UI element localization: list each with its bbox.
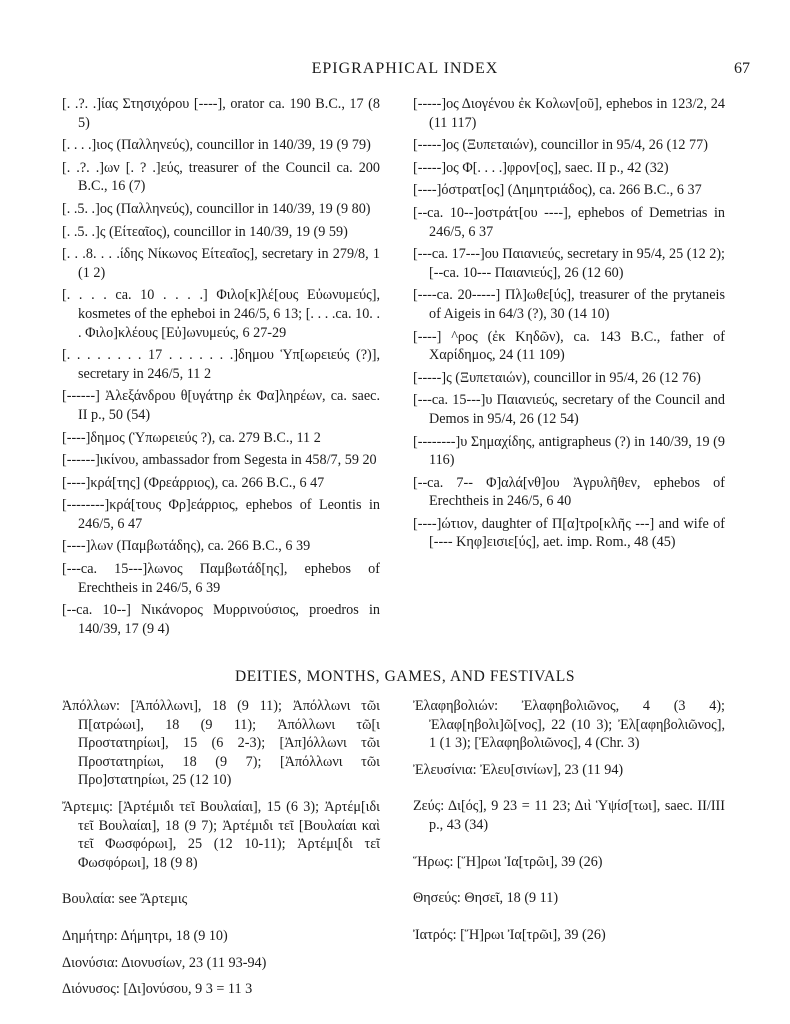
index-entry: [. .?. .]ίας Στησιχόρου [----], orator ca. 190 B.C., 17 (8 5) bbox=[62, 96, 380, 131]
deities-column-right bbox=[413, 697, 725, 952]
deity-entry: Ἀπόλλων: [Ἀπόλλωνι], 18 (9 11); Ἀπόλλωνι τῶι Π[ατρώωι], 18 (9 11); Ἀπόλλωνι τῶ[ι Προστατηρίωι], 15 (6 2-3); [Ἀπ]όλλωνι τῶι Προστατηρίωι, 18 (9 7); [Ἀπόλλωνι τῶι Προ]στατηρίωι, 25 (12 10) bbox=[62, 698, 380, 789]
index-entry: [. . . . ca. 10 . . . .] Φιλο[κ]λέ[ους Εὐωνυμεύς], kosmetes of the epheboi in 246/5, 6 13; [. . . .ca. 10. . . Φιλο]κλέους [Εὐ]ωνυμεύς, 6 27-29 bbox=[62, 287, 380, 341]
index-entry: [--ca. 7-- Φ]αλά[νθ]ου Ἀγρυλῆθεν, ephebos of Erechtheis in 246/5, 6 40 bbox=[413, 474, 725, 510]
index-entry: [----]δημος (Ὑπωρειεύς ?), ca. 279 B.C., 11 2 bbox=[62, 429, 321, 446]
deity-entry: Ἐλαφηβολιών: Ἐλαφηβολιῶνος, 4 (3 4); Ἐλαφ[ηβολι]ῶ[νος], 22 (10 3); Ἐλ[αφηβολιῶνος], 1 (1 3); [Ἐλαφηβολιῶνος], 4 (Chr. 3) bbox=[413, 698, 725, 752]
index-entry: [----]ώτιον, daughter of Π[α]τρο[κλῆς ---] and wife of [---- Κηφ]εισιε[ύς], aet. imp. Rom., 48 (45) bbox=[413, 515, 725, 551]
index-entry: [----ca. 20-----] Πλ]ωθε[ύς], treasurer of the prytaneis of Aigeis in 64/3 (?), 30 (14 10) bbox=[413, 287, 725, 322]
index-entry: [. . .8. . . .ίδης Νίκωνος Είτεαῖος], secretary in 279/8, 1 (1 2) bbox=[62, 246, 380, 281]
section-title: DEITIES, MONTHS, GAMES, AND FESTIVALS bbox=[234, 668, 576, 685]
index-entry: [------]ικίνου, ambassador from Segesta in 458/7, 59 20 bbox=[62, 452, 377, 469]
deity-entry: Δημήτηρ: Δήμητρι, 18 (9 10) bbox=[62, 927, 228, 944]
index-column-right bbox=[413, 95, 725, 556]
index-entry: [----]λων (Παμβωτάδης), ca. 266 B.C., 6 39 bbox=[62, 538, 311, 555]
deity-entry: Ἐλευσίνια: Ἐλευ[σινίων], 23 (11 94) bbox=[413, 761, 624, 778]
index-entry: [. .?. .]ων [. ? .]εύς, treasurer of the Council ca. 200 B.C., 16 (7) bbox=[62, 159, 380, 195]
deity-entry: Θησεύς: Θησεῖ, 18 (9 11) bbox=[413, 890, 559, 907]
index-entry: [. .5. .]ς (Είτεαῖος), councillor in 140/39, 19 (9 59) bbox=[62, 223, 348, 240]
deity-entry: Ἰατρός: [Ἥ]ρωι Ἰα[τρῶι], 39 (26) bbox=[413, 926, 606, 943]
index-entry: [. .5. .]ος (Παλληνεύς), councillor in 140/39, 19 (9 80) bbox=[62, 200, 371, 217]
index-entry: [---ca. 15---]υ Παιανιεύς, secretary of the Council and Demos in 95/4, 26 (12 54) bbox=[413, 392, 725, 427]
index-entry: [-----]ος Διογένου ἐκ Κολων[οῦ], ephebos in 123/2, 24 (11 117) bbox=[413, 96, 725, 131]
deity-entry: Ἥρως: [Ἥ]ρωι Ἰα[τρῶι], 39 (26) bbox=[413, 853, 603, 870]
deity-entry: Βουλαία: see Ἄρτεμις bbox=[62, 891, 188, 908]
page-number: 67 bbox=[734, 60, 750, 77]
running-head bbox=[60, 58, 750, 84]
index-entry: [---ca. 15---]λωνος Παμβωτάδ[ης], ephebos of Erechtheis in 246/5, 6 39 bbox=[62, 561, 380, 596]
index-entry: [---ca. 17---]ου Παιανιεύς, secretary in 95/4, 25 (12 2); [--ca. 10--- Παιανιεύς], 26 (12 60) bbox=[413, 246, 725, 281]
deity-entry: Ζεύς: Δι[ός], 9 23 = 11 23; Διὶ Ὑψίσ[τωι], saec. II/III p., 43 (34) bbox=[413, 798, 725, 833]
index-entry: [----]όστρατ[ος] (Δημητριάδος), ca. 266 B.C., 6 37 bbox=[413, 182, 702, 199]
deities-column-left bbox=[62, 697, 380, 1007]
index-entry: [-----]ς (Ξυπεταιών), councillor in 95/4, 26 (12 76) bbox=[413, 369, 701, 386]
index-entry: [. . . . . . . . 17 . . . . . . .]δημου Ὑπ[ωρειεύς (?)], secretary in 246/5, 11 2 bbox=[62, 347, 380, 382]
index-entry: [------] Ἀλεξάνδρου θ[υγάτηρ ἐκ Φα]ληρέων, ca. saec. II p., 50 (54) bbox=[62, 388, 380, 423]
index-entry: [----] ^ρος (ἐκ Κηδῶν), ca. 143 B.C., father of Χαρίδημος, 24 (11 109) bbox=[413, 328, 725, 364]
index-entry: [-----]ος (Ξυπεταιών), councillor in 95/4, 26 (12 77) bbox=[413, 137, 708, 154]
index-column-left bbox=[62, 95, 380, 642]
index-entry: [-----]ος Φ[. . . .]φρον[ος], saec. II p., 42 (32) bbox=[413, 159, 669, 176]
index-entry: [--------]υ Σημαχίδης, antigrapheus (?) in 140/39, 19 (9 116) bbox=[413, 433, 725, 469]
index-entry: [. . . .]ιος (Παλληνεύς), councillor in 140/39, 19 (9 79) bbox=[62, 137, 371, 154]
index-entry: [--ca. 10--]οστράτ[ου ----], ephebos of Demetrias in 246/5, 6 37 bbox=[413, 204, 725, 240]
index-entry: [--------]κρά[τους Φρ]εάρριος, ephebos of Leontis in 246/5, 6 47 bbox=[62, 497, 380, 532]
deity-entry: Ἄρτεμις: [Ἀρτέμιδι τεῖ Βουλαίαι], 15 (6 3); Ἀρτέμ[ιδι τεῖ Βουλαίαι], 18 (9 7); Ἀρτέμιδι τεῖ [Βουλαίαι καὶ τεῖ Φωσφόρωι], 25 (12 10-11); Ἀρτέμι[δι τεῖ Φωσφόρωι], 18 (9 8) bbox=[62, 798, 380, 871]
running-title: EPIGRAPHICAL INDEX bbox=[311, 60, 499, 77]
index-entry: [----]κρά[της] (Φρεάρριος), ca. 266 B.C., 6 47 bbox=[62, 474, 325, 491]
deity-entry: Διόνυσος: [Δι]ονύσου, 9 3 = 11 3 bbox=[62, 981, 253, 998]
deity-entry: Διονύσια: Διονυσίων, 23 (11 93-94) bbox=[62, 954, 267, 971]
index-entry: [--ca. 10--] Νικάνορος Μυρρινούσιος, proedros in 140/39, 17 (9 4) bbox=[62, 602, 380, 637]
